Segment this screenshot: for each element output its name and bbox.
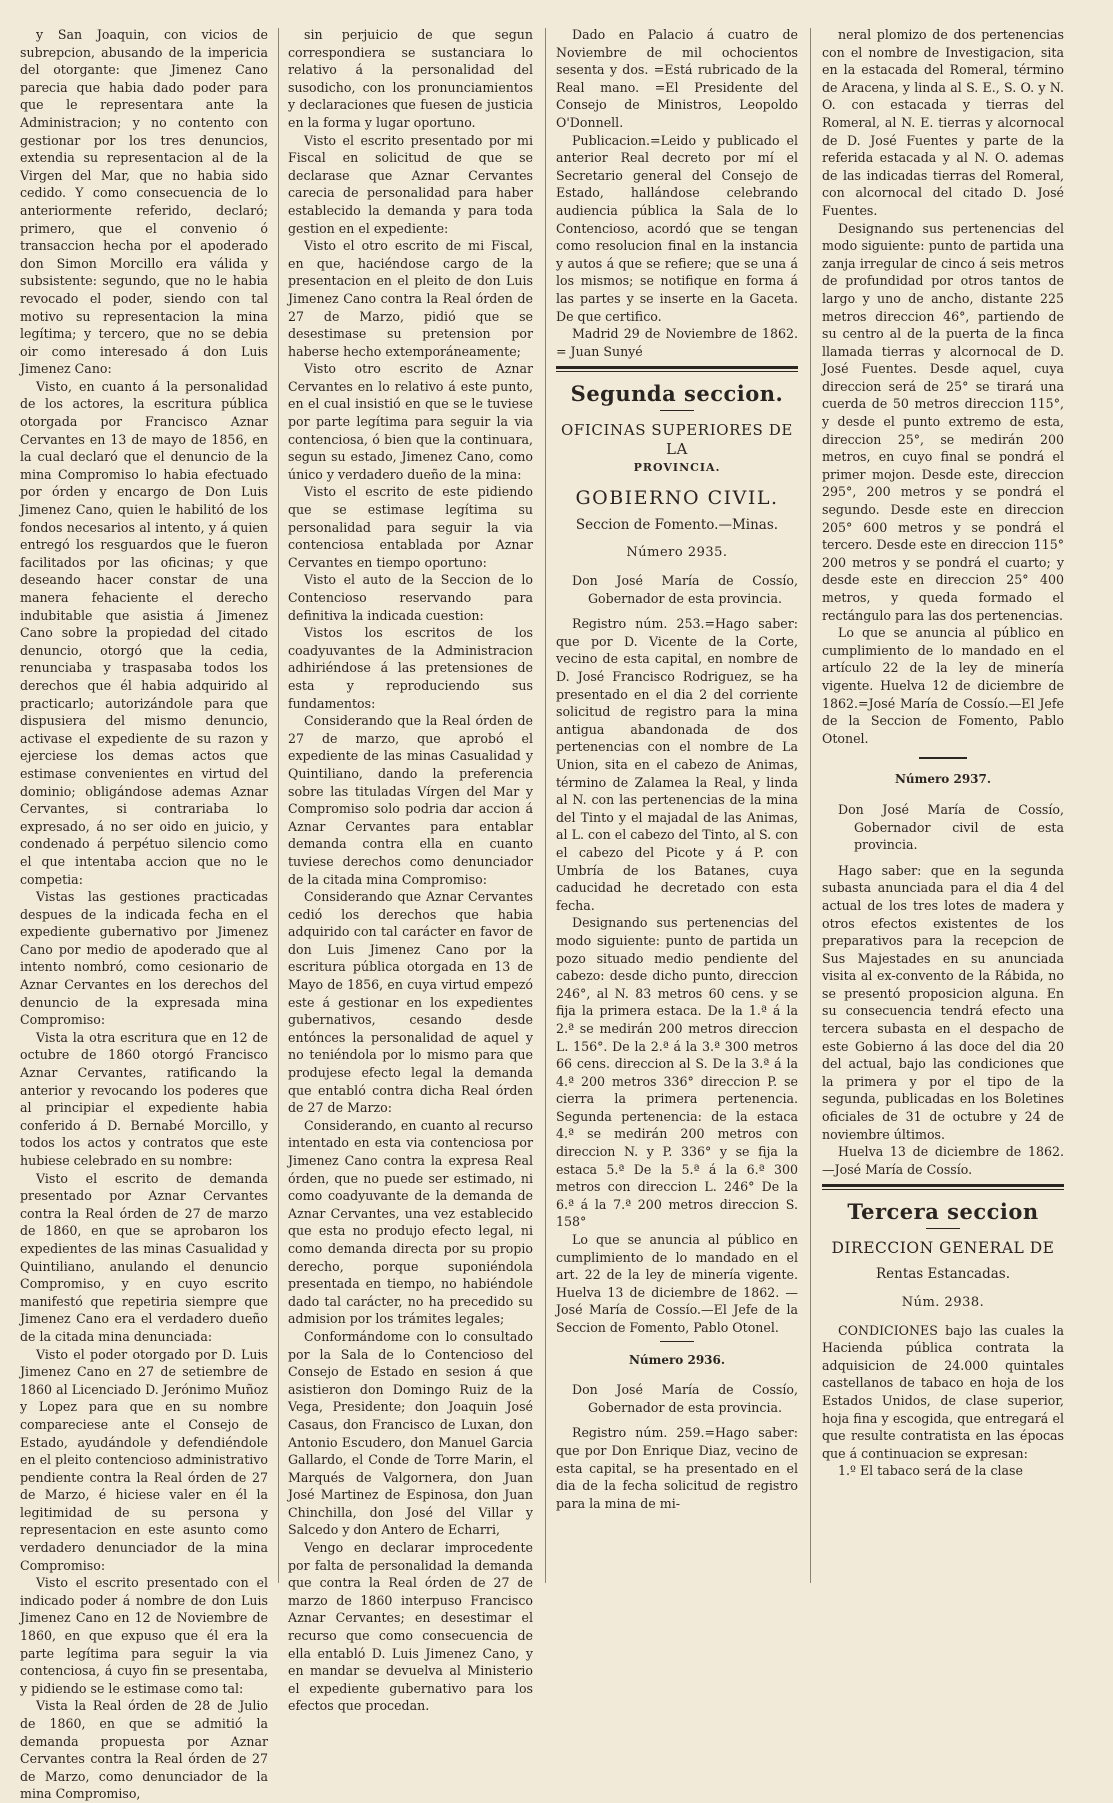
governor-line: Don José María de Cossío, Gobernador de esta provincia.	[572, 573, 798, 606]
short-divider	[919, 757, 967, 759]
column-2	[288, 26, 533, 1714]
paragraph: neral plomizo de dos pertenencias con el nombre de Investigacion, sita en la estacada del Romeral, término de Aracena, y linda al S. E., S. O. y N. O. con estacada y tierras del Romeral, al N. E. tierras y alcornocal de D. José Fuentes y parte de la referida estacada y al N. O. ademas de las indicadas tierras del Romeral, con alcornocal del citado D. José Fuentes.	[822, 27, 1064, 218]
column-rule	[545, 28, 546, 1583]
governor-line: Don José María de Cossío, Gobernador civil de esta provincia.	[838, 801, 1064, 853]
paragraph: 1.º El tabaco será de la clase	[838, 1463, 1023, 1479]
paragraph: Visto, en cuanto á la personalidad de los actores, la escritura pública otorgada por Francisco Aznar Cervantes en 13 de mayo de 1856, en la cual declaró que el denuncio de la mina Compromiso lo habia efectuado por órden y encargo de Don Luis Jimenez Cano, quien le habilitó de los fondos necesarios al intento, y á quien entregó los resguardos que le fueron facilitados por las oficinas; y que deseando hacer constar de una manera fehaciente el derecho indubitable que asistia á Jimenez Cano sobre la propiedad del citado denuncio, otorgó que la cedia, renunciaba y traspasaba todos los derechos que él habia adquirido al practicarlo; autorizándole para que dispusiera del mismo denuncio, activase el expediente de su razon y ejerciese los demas actos que estimase convenientes en virtud del dominio; obligándose ademas Aznar Cervantes, si contrariaba lo expresado, á no ser oido en juicio, y condenado á perpétuo silencio como el que intentaba accion que no le competia:	[20, 378, 268, 887]
paragraph: Considerando, en cuanto al recurso intentado en esta via contenciosa por Jimenez Cano contra la expresa Real órden, que no puede ser estimado, ni como coadyuvante de la demanda de Aznar Cervantes, una vez establecido que esta no produjo efecto legal, ni como demanda directa por su propio derecho, porque suponiéndola presentada en tiempo, no habiéndole dado tal carácter, no ha precedido su admision por los trámites legales;	[288, 1117, 533, 1327]
column-4	[822, 26, 1064, 1586]
column-rule	[278, 28, 279, 1583]
paragraph: Vista la Real órden de 28 de Julio de 1860, en que se admitió la demanda propuesta por Aznar Cervantes contra la Real órden de 27 de Marzo, como denunciador de la mina Compromiso,	[20, 1698, 268, 1802]
paragraph: y San Joaquin, con vicios de subrepcion, abusando de la impericia del otorgante: que Jimenez Cano parecia que habia dado poder para que le representara ante la Administracion; y no contento con gestionar por los tres denuncios, extendia su representacion al de la Virgen del Mar, que no habia sido cedido. Y como consecuencia de lo anteriormente referido, declaró; primero, que el convenio ó transaccion hecha por el apoderado don Simon Morcillo era válida y subsistente: segundo, que no le habia revocado el poder, siendo con tal motivo su representacion la mina legítima; y tercero, que no se debia oir como interesado á don Luis Jimenez Cano:	[20, 27, 268, 377]
direccion-general-heading: DIRECCION GENERAL DE	[831, 1239, 1055, 1258]
decree-paragraph: Dado en Palacio á cuatro de Noviembre de mil ochocientos sesenta y dos. =Está rubricado de la Real mano. =El Presidente del Consejo de Ministros, Leopoldo O'Donnell.	[556, 27, 798, 130]
paragraph: Registro núm. 259.=Hago saber: que por Don Enrique Diaz, vecino de esta capital, se ha presentado en el dia de la fecha solicitud de registro para la mina de mi-	[556, 1425, 798, 1511]
column-3	[556, 26, 798, 1586]
numero-2936-heading: Número 2936.	[628, 1352, 726, 1367]
paragraph: Lo que se anuncia al público en cumplimiento de lo mandado en el artículo 22 de la ley de minería vigente. Huelva 12 de diciembre de 1862.=José María de Cossío.—El Jefe de la Seccion de Fomento, Pablo Otonel.	[822, 625, 1064, 746]
decree-paragraph: Publicacion.=Leido y publicado el anterior Real decreto por mí el Secretario general del Consejo de Estado, hallándose celebrando audiencia pública la Sala de lo Contencioso, acordó que se tengan como resolucion final en la instancia y autos á que se refiere; que se una á los mismos; se notifique en forma á las partes y se inserte en la Gaceta. De que certifico.	[556, 132, 798, 324]
paragraph: Conformándome con lo consultado por la Sala de lo Contencioso del Consejo de Estado en sesion á que asistieron don Domingo Ruiz de la Vega, Presidente; don Joaquin José Casaus, don Francisco de Luxan, don Antonio Escudero, don Manuel Garcia Gallardo, el Conde de Torre Marin, el Marqués de Valgornera, don Juan José Martinez de Espinosa, don Juan Chinchilla, don José del Villar y Salcedo y don Antero de Echarri,	[288, 1328, 533, 1538]
short-divider	[926, 1228, 960, 1229]
paragraph: Registro núm. 253.=Hago saber: que por D. Vicente de la Corte, vecino de esta capital, en nombre de D. José Francisco Rodriguez, se ha presentado en el dia 2 del corriente solicitud de registro para la mina antigua abandonada de dos pertenencias con el nombre de La Union, sita en el cabezo de Animas, término de Zalamea la Real, y linda al N. con las pertenencias de la mina del Tinto y el majadal de las Animas, al L. con el cabezo del Tinto, al S. con el cabezo del Picote y á P. con Umbría de los Batanes, cuya caducidad he decretado con esta fecha.	[556, 616, 798, 913]
tercera-seccion-heading: Tercera seccion	[847, 1199, 1039, 1225]
fomento-heading: Seccion de Fomento.—Minas.	[575, 516, 779, 533]
column-rule	[810, 28, 811, 1583]
paragraph: sin perjuicio de que segun correspondiera se sustanciara lo relativo á la personalidad del susodicho, con los pronunciamientos y declaraciones que fuesen de justicia en la forma y lugar oportuno.	[288, 27, 533, 130]
short-divider	[660, 1341, 694, 1342]
paragraph: Vistos los escritos de los coadyuvantes de la Administracion adhiriéndose á las pretensiones de esta y reproduciendo sus fundamentos:	[288, 625, 533, 711]
section-divider	[556, 366, 798, 372]
paragraph: Designando sus pertenencias del modo siguiente: punto de partida un pozo situado medio pendiente del cabezo: desde dicho punto, direccion 246°, al N. 83 metros 60 cens. y se fija la primera estaca. De la 1.ª á la 2.ª se medirán 200 metros direccion L. 156°. De la 2.ª á la 3.ª 300 metros 66 cens. direccion al S. De la 3.ª á la 4.ª 200 metros 336° direccion P. se cierra la primera pertenencia. Segunda pertenencia: de la estaca 4.ª se medirán 200 metros con direccion N. y P. 336° y se fija la estaca 5.ª De la 5.ª á la 6.ª 300 metros con direccion L. 246° De la 6.ª á la 7.ª 200 metros direccion S. 158°	[556, 915, 798, 1230]
paragraph: Hago saber: que en la segunda subasta anunciada para el dia 4 del actual de los tres lotes de madera y otros efectos existentes de los preparativos para la recepcion de Sus Majestades en su anunciada visita al ex-convento de la Rábida, no se presentó proposicion alguna. En su consecuencia tendrá efecto una tercera subasta en el despacho de este Gobierno á las doce del dia 20 del actual, bajo las condiciones que la primera y por el tipo de la segunda, publicadas en los Boletines oficiales de 31 de octubre y 24 de noviembre últimos.	[822, 862, 1064, 1142]
paragraph: Lo que se anuncia al público en cumplimiento de lo mandado en el art. 22 de la ley de minería vigente. Huelva 13 de diciembre de 1862. —José María de Cossío.—El Jefe de la Seccion de Fomento, Pablo Otonel.	[556, 1232, 798, 1335]
oficinas-heading: OFICINAS SUPERIORES DE LA	[561, 421, 793, 459]
short-divider	[660, 410, 694, 411]
paragraph: Visto el poder otorgado por D. Luis Jimenez Cano en 27 de setiembre de 1860 al Licenciado D. Jerónimo Muñoz y Lopez para que en su nombre compareciese ante el Consejo de Estado, ayudándole y defendiéndole en el pleito contencioso administrativo pendiente contra la Real órden de 27 de Marzo, é hiciese valer en él la legitimidad de su persona y representacion en este asunto como verdadero denunciador de la mina Compromiso:	[20, 1346, 268, 1573]
paragraph: Visto el escrito de demanda presentado por Aznar Cervantes contra la Real órden de 27 de marzo de 1860, en que se aprobaron los expedientes de las minas Casualidad y Quintiliano, anulando el denuncio Compromiso, y en cuyo escrito manifestó que repetiria siempre que Jimenez Cano era el verdadero dueño de la citada mina denunciada:	[20, 1170, 268, 1344]
paragraph: Visto el auto de la Seccion de lo Contencioso reservando para definitiva la indicada cuestion:	[288, 572, 533, 623]
numero-2935-heading: Número 2935.	[626, 545, 728, 561]
paragraph: Vistas las gestiones practicadas despues de la indicada fecha en el expediente gubernativo por Jimenez Cano por medio de apoderado que al intento nombró, como cesionario de Aznar Cervantes en los derechos del denuncio de la expresada mina Compromiso:	[20, 889, 268, 1028]
segunda-seccion-heading: Segunda seccion.	[570, 381, 784, 407]
section-divider	[822, 1184, 1064, 1190]
paragraph: CONDICIONES bajo las cuales la Hacienda pública contrata la adquisicion de 24.000 quintales castellanos de tabaco en hoja de los Estados Unidos, de clase superior, hoja fina y escogida, que entregará el que resulte contratista en las épocas que á continuacion se expresan:	[822, 1322, 1064, 1461]
paragraph: Visto otro escrito de Aznar Cervantes en lo relativo á este punto, en el cual insistió en que se le tuviese por parte legítima para seguir la via contenciosa, ó bien que la continuara, segun su estado, Jimenez Cano, como único y verdadero dueño de la mina:	[288, 361, 533, 482]
paragraph: Visto el escrito presentado con el indicado poder á nombre de don Luis Jimenez Cano en 12 de Noviembre de 1860, en que expuso que él era la parte legítima para seguir la via contenciosa, á cuyo fin se presentaba, y pidiendo se le estimase como tal:	[20, 1575, 268, 1696]
paragraph: Visto el otro escrito de mi Fiscal, en que, haciéndose cargo de la presentacion en el pleito de don Luis Jimenez Cano contra la Real órden de 27 de Marzo, pidió que se desestimase su pretension por haberse hecho extemporáneamente;	[288, 238, 533, 359]
paragraph: Vista la otra escritura que en 12 de octubre de 1860 otorgó Francisco Aznar Cervantes, ratificando la anterior y revocando los poderes que al principiar el expediente habia conferido á D. Bernabé Morcillo, y todos los actos y contratos que este hubiese celebrado en su nombre:	[20, 1029, 268, 1168]
paragraph: Considerando que Aznar Cervantes cedió los derechos que habia adquirido con tal carácter en favor de don Luis Jimenez Cano por la escritura pública otorgada en 13 de Mayo de 1856, en cuya virtud empezó este á gestionar en los expedientes gubernativos, cesando desde entónces la personalidad de aquel y no teniéndola por lo mismo para que produjese efecto legal la demanda que entabló contra dicha Real órden de 27 de Marzo:	[288, 889, 533, 1116]
decree-signature: Madrid 29 de Noviembre de 1862. = Juan Sunyé	[556, 326, 798, 359]
rentas-heading: Rentas Estancadas.	[875, 1266, 1010, 1283]
paragraph: Considerando que la Real órden de 27 de marzo, que aprobó el expediente de las minas Casualidad y Quintiliano, dando la preferencia sobre las tituladas Vírgen del Mar y Compromiso solo podria dar accion á Aznar Cervantes para entablar demanda contra ella en cuanto tuviese derechos como denunciador de la citada mina Compromiso:	[288, 713, 533, 887]
provincia-heading: PROVINCIA.	[633, 461, 721, 475]
paragraph: Vengo en declarar improcedente por falta de personalidad la demanda que contra la Real órden de 27 de marzo de 1860 interpuso Francisco Aznar Cervantes; en desestimar el recurso que como consecuencia de ella entabló D. Luis Jimenez Cano, y en mandar se devuelva al Ministerio el expediente gubernativo para los efectos que procedan.	[288, 1540, 533, 1714]
column-1	[20, 26, 268, 1802]
paragraph: Designando sus pertenencias del modo siguiente: punto de partida una zanja irregular de cinco á seis metros de profundidad por otros tantos de largo y uno de ancho, distante 225 metros direccion 46°, partiendo de su centro al de la puerta de la finca llamada tierras y alcornocal de D. José Fuentes. Desde aquel, cuya direccion será de 25° se tirará una cuerda de 50 metros direccion 115°, y desde el punto extremo de esta, direccion 25°, se medirán 200 metros, en cuyo final se pondrá el primer mojon. Desde este, direccion 295°, 200 metros y se pondrá el segundo. Desde este en direccion 205° 600 metros y se pondrá el tercero. Desde este en direccion 115° 200 metros y se pondrá el cuarto; y desde este en direccion 25° 400 metros, y queda formado el rectángulo para las dos pertenencias.	[822, 220, 1064, 623]
paragraph: Visto el escrito de este pidiendo que se estimase legítima su personalidad para seguir la via contenciosa entablada por Aznar Cervantes en tiempo oportuno:	[288, 484, 533, 570]
governor-line: Don José María de Cossío, Gobernador de esta provincia.	[572, 1382, 798, 1415]
numero-2937-heading: Número 2937.	[894, 772, 992, 787]
numero-2938-heading: Núm. 2938.	[901, 1295, 985, 1310]
gobierno-civil-heading: GOBIERNO CIVIL.	[575, 486, 779, 509]
paragraph: Visto el escrito presentado por mi Fiscal en solicitud de que se declarase que Aznar Cervantes carecia de personalidad para haber establecido la demanda y para toda gestion en el expediente:	[288, 132, 533, 236]
signature: Huelva 13 de diciembre de 1862. —José María de Cossío.	[822, 1144, 1064, 1177]
